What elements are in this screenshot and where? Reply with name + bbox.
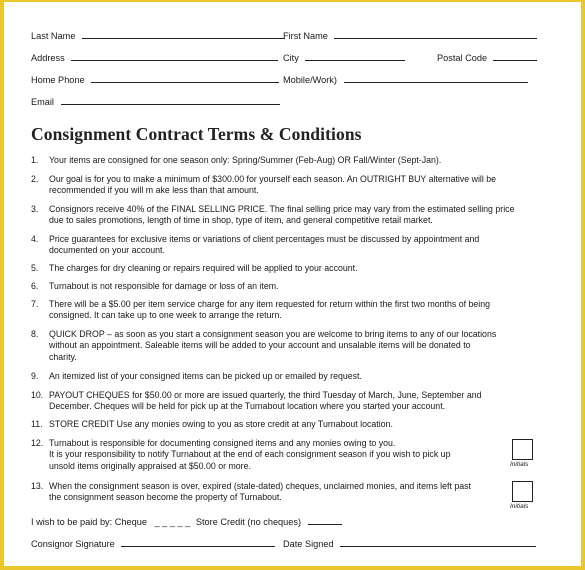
address-line[interactable]: [71, 51, 278, 61]
mobile-work-field[interactable]: [283, 73, 528, 85]
term-line: Turnabout is responsible for documenting consigned items and any monies owing to you.: [49, 438, 396, 448]
term-number: 7.: [31, 299, 39, 309]
initials-box-1[interactable]: [512, 439, 533, 460]
term-line: When the consignment season is over, expired (stale-dated) cheques, unclaimed monies, and items left past: [49, 481, 471, 491]
term-text: [49, 155, 569, 166]
mobile-work-line[interactable]: [344, 73, 528, 83]
date-signed-line[interactable]: [340, 537, 536, 547]
term-line: charity.: [49, 351, 77, 362]
term-number: 3.: [31, 204, 39, 214]
store-credit-line[interactable]: [308, 515, 342, 525]
postal-code-field[interactable]: [437, 51, 537, 63]
term-line: consigned. It can take up to one week to arrange the return.: [49, 310, 282, 321]
term-line: due to sales promotions, length of time in shop, type of item, and general competitive retail market.: [49, 215, 433, 226]
payment-preference: [31, 515, 342, 527]
term-line: without an appointment. Saleable items will be added to your account and unsalable items will be donated to: [49, 340, 471, 351]
term-text: [49, 419, 569, 430]
term-line: December. Cheques will be held for pick up at the Turnabout location where you started your account.: [49, 401, 446, 412]
postal-code-line[interactable]: [493, 51, 537, 61]
email-line[interactable]: [61, 95, 280, 105]
term-text: [49, 299, 569, 322]
term-line: unsold items originally appraised at $50.00 or more.: [49, 460, 251, 471]
date-signed-label: Date Signed: [283, 539, 334, 549]
term-line: the consignment season become the property of Turnabout.: [49, 492, 282, 503]
term-text: [49, 263, 569, 274]
term-line: QUICK DROP – as soon as you start a consignment season you are welcome to bring items to any of our locations: [49, 329, 497, 339]
initials-label-1: Initials: [510, 461, 529, 468]
city-line[interactable]: [305, 51, 405, 61]
term-number: 5.: [31, 263, 39, 273]
last-name-label: Last Name: [31, 31, 76, 41]
first-name-line[interactable]: [334, 29, 537, 39]
term-line: Our goal is for you to make a minimum of $300.00 for yourself each season. An OUTRIGHT BUY alternative will be: [49, 174, 497, 184]
postal-code-label: Postal Code: [437, 53, 488, 63]
first-name-label: First Name: [283, 31, 328, 41]
term-text: [49, 438, 569, 472]
term-line: recommended if you will m ake less than that amount.: [49, 185, 259, 196]
home-phone-field[interactable]: [31, 73, 279, 85]
store-credit-label: Store Credit (no cheques): [195, 517, 302, 527]
term-line: Consignors receive 40% of the FINAL SELLING PRICE. The final selling price may vary from the estimated selling price: [49, 204, 515, 214]
home-phone-line[interactable]: [91, 73, 279, 83]
term-text: [49, 371, 569, 382]
term-line: The charges for dry cleaning or repairs required will be applied to your account.: [49, 263, 358, 273]
address-field[interactable]: [31, 51, 278, 63]
term-line: An itemized list of your consigned items can be picked up or emailed by request.: [49, 371, 362, 381]
term-number: 2.: [31, 174, 39, 184]
term-line: documented on your account.: [49, 245, 165, 256]
term-number: 9.: [31, 371, 39, 381]
term-text: [49, 204, 569, 227]
address-label: Address: [31, 53, 65, 63]
term-text: [49, 281, 569, 292]
term-line: There will be a $5.00 per item service charge for any item requested for return within the first two months of being: [49, 299, 491, 309]
consignor-signature-label: Consignor Signature: [31, 539, 115, 549]
term-number: 11.: [31, 419, 43, 429]
city-field[interactable]: [283, 51, 405, 63]
consignor-signature-line[interactable]: [121, 537, 275, 547]
consignor-signature-field[interactable]: [31, 537, 275, 549]
term-number: 12.: [31, 438, 44, 448]
date-signed-field[interactable]: [283, 537, 536, 549]
initials-label-2: Initials: [510, 503, 529, 510]
term-text: [49, 390, 569, 413]
term-line: PAYOUT CHEQUES for $50.00 or more are issued quarterly, the third Tuesday of March, June, September and: [49, 390, 482, 400]
email-label: Email: [31, 97, 54, 107]
last-name-line[interactable]: [82, 29, 285, 39]
term-line: It is your responsibility to notify Turnabout at the end of each consignment season if you wish to pick up: [49, 449, 451, 460]
term-text: [49, 481, 569, 504]
cheque-option-blank[interactable]: _ _ _ _ _: [154, 517, 191, 527]
term-number: 8.: [31, 329, 39, 339]
term-line: Price guarantees for exclusive items or variations of client percentages must be discussed by appointment and: [49, 234, 480, 244]
email-field[interactable]: [31, 95, 280, 107]
term-number: 6.: [31, 281, 39, 291]
term-line: Your items are consigned for one season only: Spring/Summer (Feb-Aug) OR Fall/Winter (Sept-Jan).: [49, 155, 442, 165]
terms-title: Consignment Contract Terms & Conditions: [31, 124, 362, 144]
term-line: STORE CREDIT Use any monies owing to you as store credit at any Turnabout location.: [49, 419, 393, 429]
term-number: 1.: [31, 155, 39, 165]
payment-label: I wish to be paid by: Cheque: [31, 517, 147, 527]
term-text: [49, 174, 569, 197]
first-name-field[interactable]: [283, 29, 537, 41]
term-number: 4.: [31, 234, 39, 244]
term-number: 10.: [31, 390, 44, 400]
term-number: 13.: [31, 481, 44, 491]
term-text: [49, 234, 569, 257]
mobile-work-label: Mobile/Work): [283, 75, 337, 85]
term-text: [49, 329, 569, 363]
initials-box-2[interactable]: [512, 481, 533, 502]
term-line: Turnabout is not responsible for damage or loss of an item.: [49, 281, 279, 291]
city-label: City: [283, 53, 299, 63]
home-phone-label: Home Phone: [31, 75, 85, 85]
last-name-field[interactable]: [31, 29, 285, 41]
